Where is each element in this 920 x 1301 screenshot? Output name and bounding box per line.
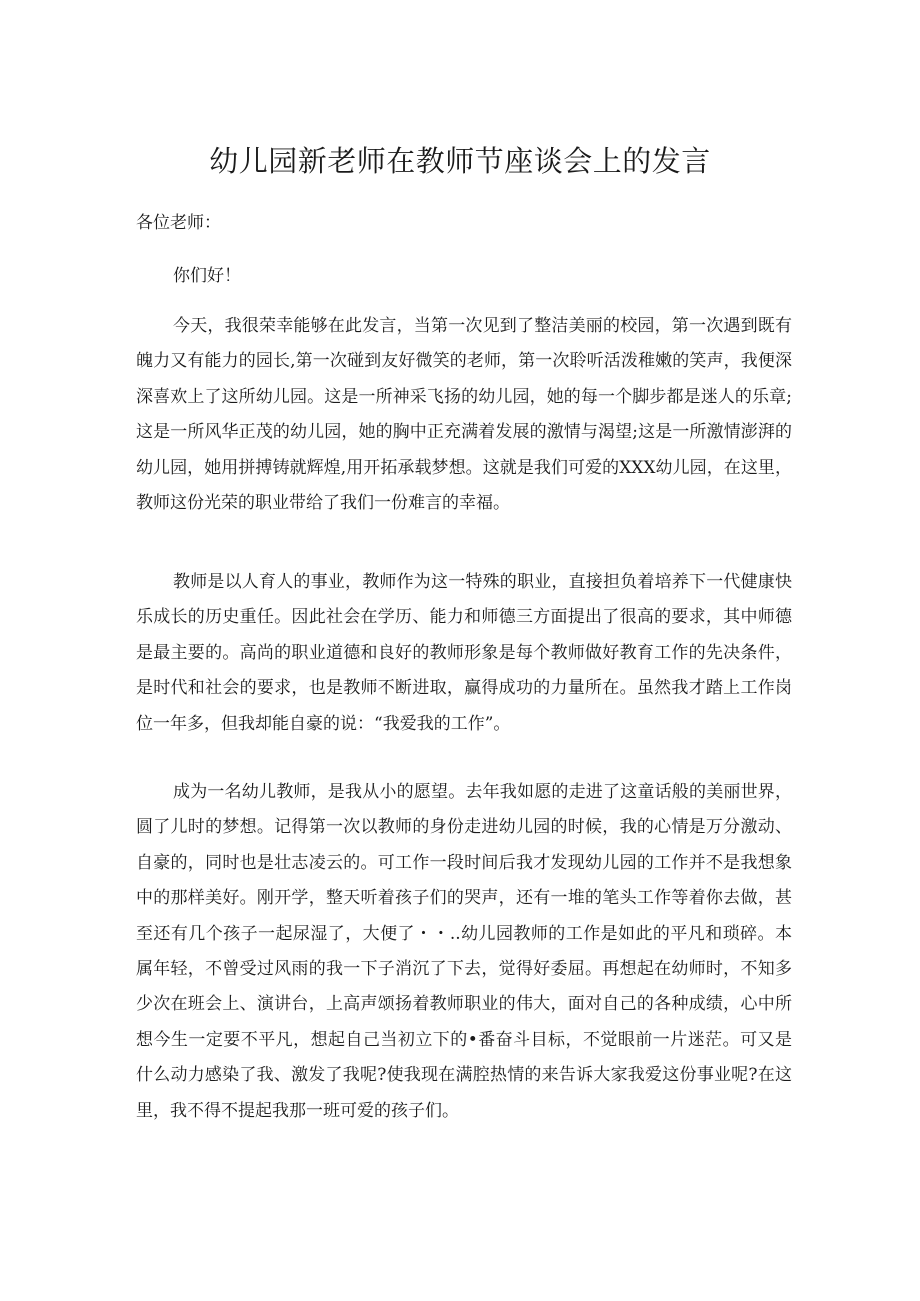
greeting: 你们好！ xyxy=(173,266,241,286)
body-paragraph: 今天，我很荣幸能够在此发言，当第一次见到了整洁美丽的校园，第一次遇到既有魄力又有能力的园长,第一次碰到友好微笑的老师，第一次聆听活泼稚嫩的笑声，我便深深喜欢上了这所幼儿园。这是一所神采飞扬的幼儿园，她的每一个脚步都是迷人的乐章;这是一所风华正茂的幼儿园，她的胸中正充满着发展的激情与渴望;这是一所激情澎湃的幼儿园，她用拼搏铸就辉煌,用开拓承载梦想。这就是我们可爱的XXX幼儿园，在这里，教师这份光荣的职业带给了我们一份难言的幸福。 xyxy=(136,316,792,514)
salutation: 各位老师： xyxy=(136,213,221,233)
body-paragraph: 成为一名幼儿教师，是我从小的愿望。去年我如愿的走进了这童话般的美丽世界，圆了儿时的梦想。记得第一次以教师的身份走进幼儿园的时候，我的心情是万分激动、自豪的，同时也是壮志凌云的。可工作一段时间后我才发现幼儿园的工作并不是我想象中的那样美好。刚开学，整天听着孩子们的哭声，还有一堆的笔头工作等着你去做，甚至还有几个孩子一起尿湿了，大便了・・..幼儿园教师的工作是如此的平凡和琐碎。本属年轻，不曾受过风雨的我一下子消沉了下去，觉得好委屈。再想起在幼师时，不知多少次在班会上、演讲台，上高声颂扬着教师职业的伟大，面对自己的各种成绩，心中所想今生一定要不平凡，想起自己当初立下的•番奋斗目标，不觉眼前一片迷茫。可又是什么动力感染了我、激发了我呢?使我现在满腔热情的来告诉大家我爱这份事业呢?在这里，我不得不提起我那一班可爱的孩子们。 xyxy=(136,782,792,1121)
document-title: 幼儿园新老师在教师节座谈会上的发言 xyxy=(209,144,711,178)
body-paragraph: 教师是以人育人的事业，教师作为这一特殊的职业，直接担负着培养下一代健康快乐成长的历史重任。因此社会在学历、能力和师德三方面提出了很高的要求，其中师德是最主要的。高尚的职业道德和良好的教师形象是每个教师做好教育工作的先决条件，是时代和社会的要求，也是教师不断进取，赢得成功的力量所在。虽然我才踏上工作岗位一年多，但我却能自豪的说：“我爱我的工作”。 xyxy=(136,572,792,734)
